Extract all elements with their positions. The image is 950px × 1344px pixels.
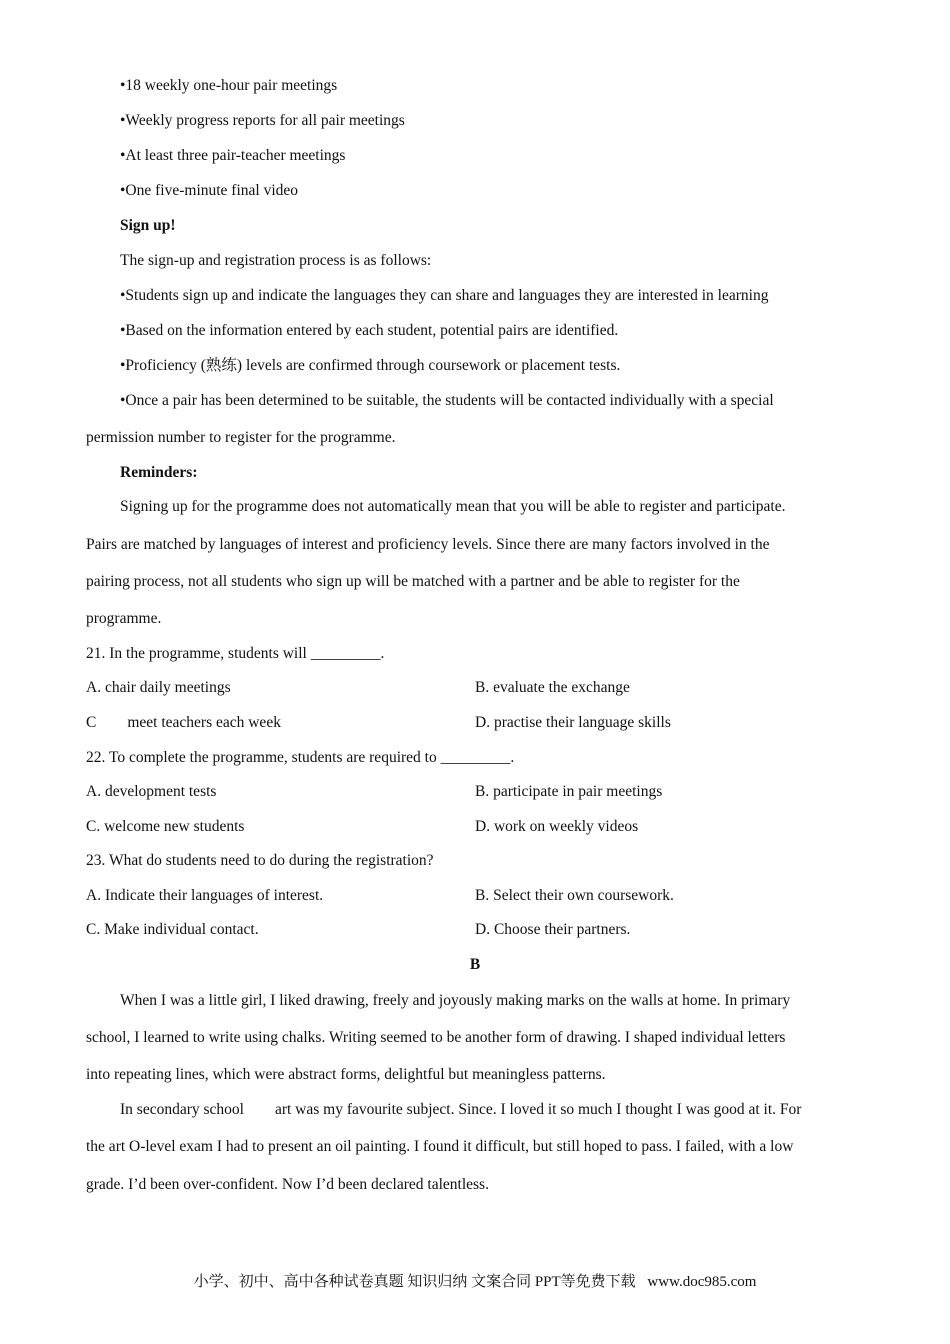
option-d: D. practise their language skills xyxy=(475,714,671,731)
footer-site-link[interactable]: www.doc985.com xyxy=(647,1274,757,1290)
page-footer xyxy=(0,1270,950,1291)
reminders-text: Pairs are matched by languages of interest and proficiency levels. Since there are many factors involved in the xyxy=(86,536,770,553)
option-b: B. Select their own coursework. xyxy=(475,887,674,904)
option-a: A. development tests xyxy=(86,783,217,800)
option-d: D. work on weekly videos xyxy=(475,818,639,835)
option-d: D. Choose their partners. xyxy=(475,921,631,938)
footer-text: 小学、初中、高中各种试卷真题 知识归纳 文案合同 PPT等免费下载 xyxy=(193,1274,636,1290)
requirement-item: •At least three pair-teacher meetings xyxy=(120,147,346,164)
section-heading: B xyxy=(469,956,481,973)
passage-text: When I was a little girl, I liked drawing, freely and joyously making marks on the walls at home. In primary xyxy=(120,992,791,1009)
signup-step-continued: permission number to register for the programme. xyxy=(86,429,396,446)
option-c: C. welcome new students xyxy=(86,818,245,835)
requirement-item: •One five-minute final video xyxy=(120,182,299,199)
passage-text: grade. I’d been over-confident. Now I’d been declared talentless. xyxy=(86,1176,489,1193)
requirement-item: •18 weekly one-hour pair meetings xyxy=(120,77,338,94)
passage-text: school, I learned to write using chalks. Writing seemed to be another form of drawing. I shaped individual letters xyxy=(86,1029,786,1046)
reminders-text: Signing up for the programme does not automatically mean that you will be able to register and participate. xyxy=(120,498,786,515)
passage-text: In secondary school art was my favourite subject. Since. I loved it so much I thought I was good at it. For xyxy=(120,1101,802,1118)
reminders-heading: Reminders: xyxy=(120,464,198,481)
question-stem: 23. What do students need to do during the registration? xyxy=(86,852,434,869)
signup-intro: The sign-up and registration process is as follows: xyxy=(120,252,432,269)
question-stem: 22. To complete the programme, students are required to _________. xyxy=(86,749,515,766)
option-b: B. evaluate the exchange xyxy=(475,679,630,696)
signup-step: •Proficiency (熟练) levels are confirmed through coursework or placement tests. xyxy=(120,357,621,374)
passage-text: into repeating lines, which were abstract forms, delightful but meaningless patterns. xyxy=(86,1066,606,1083)
signup-step: •Once a pair has been determined to be suitable, the students will be contacted individually with a special xyxy=(120,392,774,409)
option-b: B. participate in pair meetings xyxy=(475,783,663,800)
question-stem: 21. In the programme, students will _________. xyxy=(86,645,385,662)
option-c: C meet teachers each week xyxy=(86,714,281,731)
signup-heading: Sign up! xyxy=(120,217,176,234)
reminders-text: programme. xyxy=(86,610,162,627)
option-a: A. chair daily meetings xyxy=(86,679,231,696)
signup-step: •Based on the information entered by each student, potential pairs are identified. xyxy=(120,322,619,339)
signup-step: •Students sign up and indicate the languages they can share and languages they are interested in learning xyxy=(120,287,769,304)
passage-text: the art O-level exam I had to present an oil painting. I found it difficult, but still hoped to pass. I failed, with a low xyxy=(86,1138,794,1155)
option-c: C. Make individual contact. xyxy=(86,921,259,938)
reminders-text: pairing process, not all students who sign up will be matched with a partner and be able to register for the xyxy=(86,573,740,590)
requirement-item: •Weekly progress reports for all pair meetings xyxy=(120,112,405,129)
option-a: A. Indicate their languages of interest. xyxy=(86,887,324,904)
